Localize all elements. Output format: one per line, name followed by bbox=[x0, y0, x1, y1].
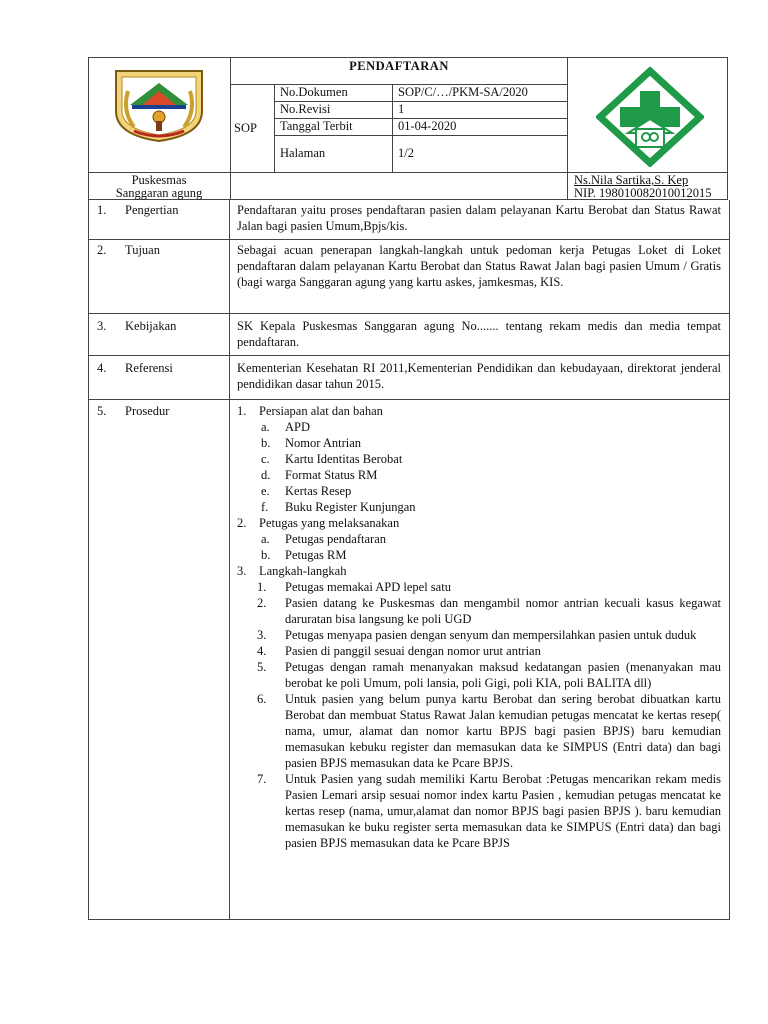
sub-item-marker: b. bbox=[261, 436, 271, 450]
step-number: 5. bbox=[257, 660, 267, 674]
sub-item-text: Petugas pendaftaran bbox=[285, 532, 387, 546]
step-number: 6. bbox=[257, 692, 267, 706]
section-text: SK Kepala Puskesmas Sanggaran agung No....... tentang rekam medis dan media tempat pendaftaran. bbox=[237, 319, 721, 349]
field-label-no-revisi: No.Revisi bbox=[280, 102, 331, 116]
section-label: Pengertian bbox=[125, 203, 179, 217]
field-label-halaman: Halaman bbox=[280, 146, 326, 160]
sub-item-marker: b. bbox=[261, 548, 271, 562]
section-number: 5. bbox=[97, 404, 107, 418]
field-value-halaman: 1/2 bbox=[398, 146, 414, 160]
section-number: 2. bbox=[97, 243, 107, 257]
sub-item-marker: d. bbox=[261, 468, 271, 482]
step-item bbox=[237, 643, 721, 659]
step-number: 4. bbox=[257, 644, 267, 658]
section-referensi bbox=[88, 356, 730, 400]
item-text: Petugas yang melaksanakan bbox=[259, 516, 400, 530]
signer-nip: NIP. 198010082010012015 bbox=[574, 186, 712, 200]
item-number: 1. bbox=[237, 404, 247, 418]
step-number: 3. bbox=[257, 628, 267, 642]
signer-name: Ns.Nila Sartika,S. Kep bbox=[574, 173, 689, 187]
prosedur-content bbox=[237, 403, 721, 851]
sub-item bbox=[237, 467, 721, 483]
step-number: 1. bbox=[257, 580, 267, 594]
sub-item-marker: c. bbox=[261, 452, 270, 466]
sub-item bbox=[237, 435, 721, 451]
prosedur-item bbox=[237, 403, 721, 419]
section-number: 1. bbox=[97, 203, 107, 217]
sub-item-text: Buku Register Kunjungan bbox=[285, 500, 416, 514]
step-item bbox=[237, 579, 721, 595]
item-number: 3. bbox=[237, 564, 247, 578]
field-value-no-revisi: 1 bbox=[398, 102, 405, 116]
step-text: Petugas memakai APD lepel satu bbox=[285, 580, 451, 594]
item-text: Langkah-langkah bbox=[259, 564, 347, 578]
item-number: 2. bbox=[237, 516, 247, 530]
step-item bbox=[237, 595, 721, 627]
sub-item bbox=[237, 451, 721, 467]
puskesmas-logo bbox=[596, 67, 704, 167]
field-label-tanggal-terbit: Tanggal Terbit bbox=[280, 119, 353, 133]
section-text: Kementerian Kesehatan RI 2011,Kementerian Pendidikan dan kebudayaan, direktorat jenderal pendidikan dasar tahun 2015. bbox=[237, 361, 721, 391]
field-value-no-dokumen: SOP/C/…/PKM-SA/2020 bbox=[398, 85, 528, 99]
section-label: Kebijakan bbox=[125, 319, 177, 333]
section-number: 4. bbox=[97, 361, 107, 375]
document-header bbox=[88, 57, 728, 200]
sub-item-text: Petugas RM bbox=[285, 548, 347, 562]
step-text: Untuk pasien yang belum punya kartu Berobat dan sering berobat dibuatkan kartu Berobat dan membuat Status Rawat Jalan kemudian petugas mencatat ke kertas resep( nama, umur, alamat dan nomor kartu BPJS bagi pasien BPJS) baru kemudian memasukan kebuku register dan memasukan data ke SIMPUS (Entri data) dan bagi pasien BPJS memasukan data ke Pcare BPJS. bbox=[285, 692, 721, 770]
section-tujuan bbox=[88, 240, 730, 314]
step-text: Untuk Pasien yang sudah memiliki Kartu Berobat :Petugas mencarikan rekam medis Pasien Lemari arsip sesuai nomor index kartu Pasien , kemudian petugas mencatat ke kertas resep (nama, umur,alamat dan nomor BPJS bagi pasien BPJS ). baru kemudian memasukan ke buku register serta memasukan data ke SIMPUS (Entri data) dan bagi pasien BPJS memasukan data ke Pcare BPJS bbox=[285, 772, 721, 850]
step-text: Petugas dengan ramah menanyakan maksud kedatangan pasien (menanyakan mau berobat ke poli Umum, poli lansia, poli Gigi, poli KIA, poli BALITA dll) bbox=[285, 660, 721, 690]
step-text: Pasien di panggil sesuai dengan nomor urut antrian bbox=[285, 644, 541, 658]
regional-emblem-logo bbox=[108, 61, 210, 143]
document-title: PENDAFTARAN bbox=[349, 59, 449, 73]
sub-item-marker: f. bbox=[261, 500, 269, 514]
section-kebijakan bbox=[88, 314, 730, 356]
section-label: Referensi bbox=[125, 361, 173, 375]
sub-item bbox=[237, 419, 721, 435]
field-value-tanggal-terbit: 01-04-2020 bbox=[398, 119, 457, 133]
section-number: 3. bbox=[97, 319, 107, 333]
step-text: Pasien datang ke Puskesmas dan mengambil nomor antrian kecuali kasus kegawat daruratan bisa langsung ke poli UGD bbox=[285, 596, 721, 626]
step-number: 2. bbox=[257, 596, 267, 610]
sub-item-marker: e. bbox=[261, 484, 270, 498]
prosedur-item bbox=[237, 563, 721, 579]
sub-item-text: Nomor Antrian bbox=[285, 436, 362, 450]
step-item bbox=[237, 771, 721, 851]
sub-item bbox=[237, 547, 721, 563]
sub-item bbox=[237, 483, 721, 499]
institution-name-line2: Sanggaran agung bbox=[115, 186, 203, 200]
section-pengertian bbox=[88, 200, 730, 240]
section-text: Pendaftaran yaitu proses pendaftaran pasien dalam pelayanan Kartu Berobat dan Status Rawat Jalan bagi pasien Umum,Bpjs/kis. bbox=[237, 203, 721, 233]
step-item bbox=[237, 691, 721, 771]
step-text: Petugas menyapa pasien dengan senyum dan mempersilahkan pasien untuk duduk bbox=[285, 628, 697, 642]
sub-item-text: Kertas Resep bbox=[285, 484, 352, 498]
sub-item-marker: a. bbox=[261, 532, 270, 546]
step-item bbox=[237, 627, 721, 643]
sub-item-text: APD bbox=[285, 420, 311, 434]
sub-item bbox=[237, 531, 721, 547]
sub-item-marker: a. bbox=[261, 420, 270, 434]
item-text: Persiapan alat dan bahan bbox=[259, 404, 383, 418]
section-label: Prosedur bbox=[125, 404, 170, 418]
institution-name-line1: Puskesmas bbox=[131, 173, 187, 187]
field-label-no-dokumen: No.Dokumen bbox=[280, 85, 348, 99]
sub-item-text: Format Status RM bbox=[285, 468, 378, 482]
section-prosedur bbox=[88, 400, 730, 920]
step-number: 7. bbox=[257, 772, 267, 786]
step-item bbox=[237, 659, 721, 691]
prosedur-item bbox=[237, 515, 721, 531]
sub-item bbox=[237, 499, 721, 515]
section-label: Tujuan bbox=[125, 243, 160, 257]
sub-item-text: Kartu Identitas Berobat bbox=[285, 452, 403, 466]
sop-label: SOP bbox=[234, 121, 257, 135]
section-text: Sebagai acuan penerapan langkah-langkah untuk pedoman kerja Petugas Loket di Loket pendaftaran dalam pelayanan Kartu Berobat dan Status Rawat Jalan bagi pasien Umum / Gratis (bagi warga Sanggaran agung yang kartu askes, jamkesmas, KIS. bbox=[237, 243, 721, 289]
